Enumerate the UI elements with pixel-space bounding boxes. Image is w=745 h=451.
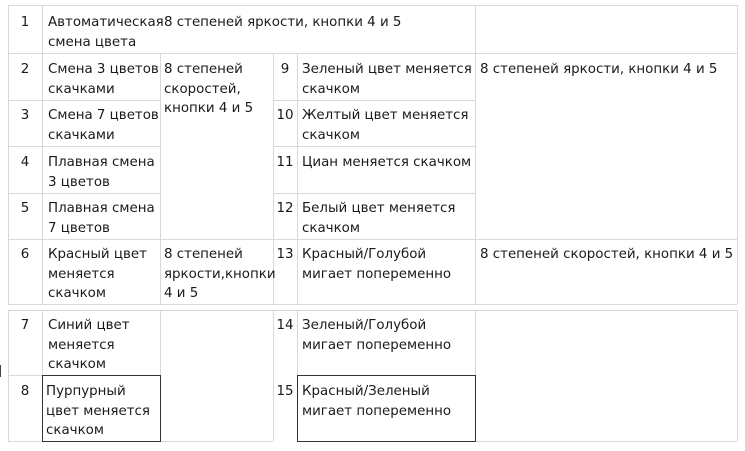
left-edge-mark (0, 365, 1, 377)
mode-param: 8 степеней яркости, кнопки 4 и 5 (164, 15, 402, 30)
mode-name: Плавная смена 3 цветов (48, 155, 155, 190)
mode-name: Автоматическая смена цвета (48, 15, 164, 50)
mode-name: Зеленый цвет меняется скачком (302, 62, 472, 97)
mode-name: Циан меняется скачком (302, 155, 472, 170)
mode-name: Белый цвет меняется скачком (302, 201, 456, 236)
row-number: 10 (276, 108, 294, 123)
row-number: 4 (20, 155, 30, 170)
mode-name: Смена 3 цветов скачками (48, 62, 159, 97)
row-number: 1 (20, 15, 30, 30)
mode-name: Красный цвет меняется скачком (48, 247, 147, 301)
mode-name: Зеленый/Голубой мигает попеременно (302, 318, 452, 353)
mode-name: Плавная смена 7 цветов (48, 201, 155, 236)
mode-param: 8 степеней скоростей, кнопки 4 и 5 (480, 247, 734, 262)
row-number: 3 (20, 108, 30, 123)
row-number: 2 (20, 62, 30, 77)
mode-name: Красный/Зеленый мигает попеременно (302, 384, 452, 419)
row-number: 5 (20, 201, 30, 216)
mode-param: 8 степеней скоростей, кнопки 4 и 5 (164, 62, 254, 116)
row-number: 9 (280, 62, 290, 77)
row-number: 13 (276, 247, 294, 262)
row-number: 8 (20, 384, 30, 399)
mode-name: Синий цвет меняется скачком (48, 318, 130, 372)
row-number: 6 (20, 247, 30, 262)
row-number: 12 (276, 201, 294, 216)
row-number: 15 (276, 384, 294, 399)
mode-name: Желтый цвет меняется скачком (302, 108, 469, 143)
row-number: 14 (276, 318, 294, 333)
row-number: 7 (20, 318, 30, 333)
mode-name: Красный/Голубой мигает попеременно (302, 247, 452, 282)
mode-param: 8 степеней яркости, кнопки 4 и 5 (480, 62, 718, 77)
mode-name: Пурпурный цвет меняется скачком (46, 384, 150, 438)
mode-param: 8 степеней яркости,кнопки 4 и 5 (164, 247, 276, 301)
row-number: 11 (276, 155, 294, 170)
mode-name: Смена 7 цветов скачками (48, 108, 159, 143)
